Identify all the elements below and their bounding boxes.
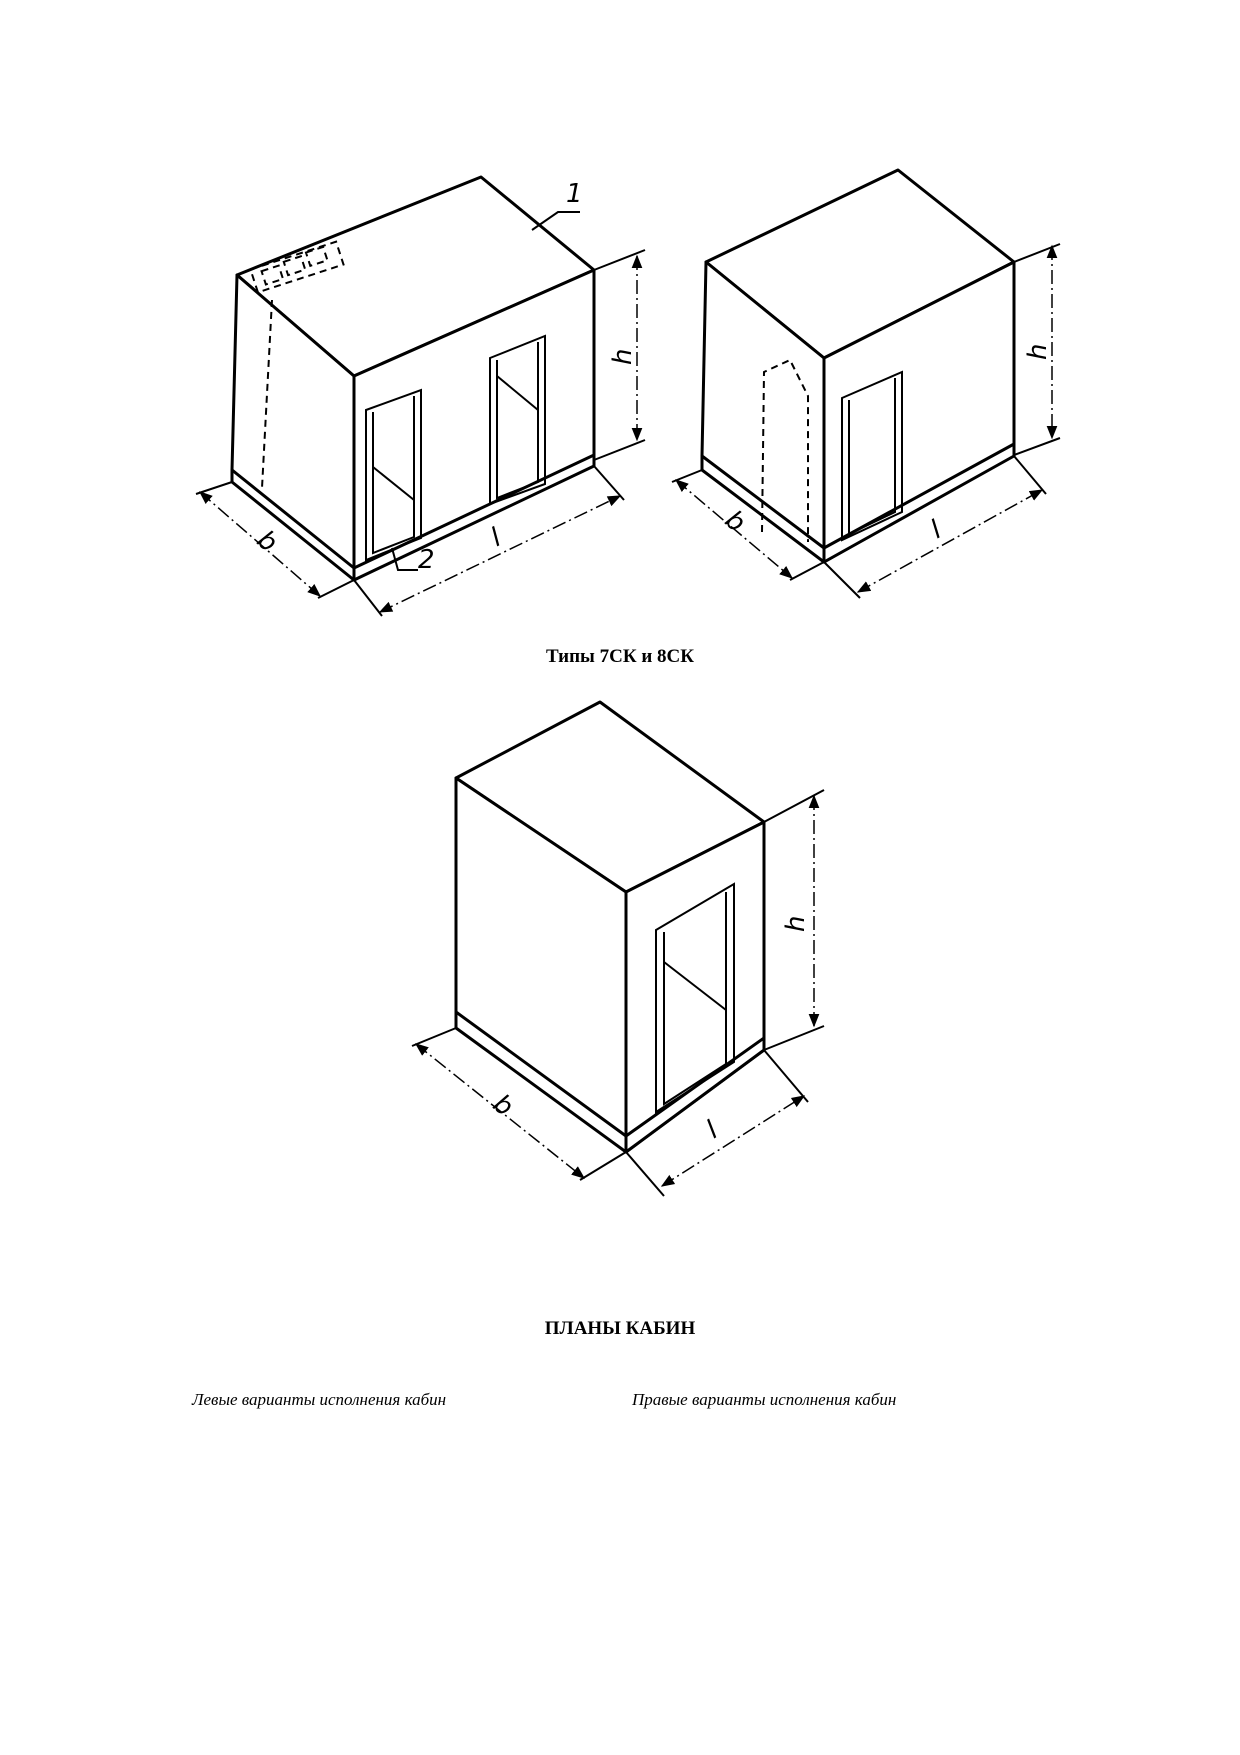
dimension-l: l [486, 522, 506, 553]
dimension-b: b [718, 504, 751, 539]
dimension-h: h [1023, 343, 1053, 360]
callout-1: 1 [566, 179, 583, 209]
dimension-h: h [608, 348, 638, 365]
callout-2: 2 [418, 545, 435, 575]
cabin-two-door-drawing [196, 177, 645, 616]
dimension-b: b [487, 1088, 519, 1123]
section-title: ПЛАНЫ КАБИН [544, 1318, 696, 1339]
dimension-h: h [781, 915, 811, 932]
left-variants-label: Левые варианты исполнения кабин [192, 1390, 447, 1409]
cabin-type-7sk-8sk-drawing [412, 702, 824, 1196]
cabin-single-door-drawing [672, 170, 1060, 598]
right-variants-label: Правые варианты исполнения кабин [632, 1390, 897, 1409]
dimension-l: l [701, 1115, 724, 1145]
caption-types: Типы 7СК и 8СК [545, 646, 695, 667]
dimension-l: l [925, 515, 947, 545]
dimension-b: b [250, 524, 283, 559]
